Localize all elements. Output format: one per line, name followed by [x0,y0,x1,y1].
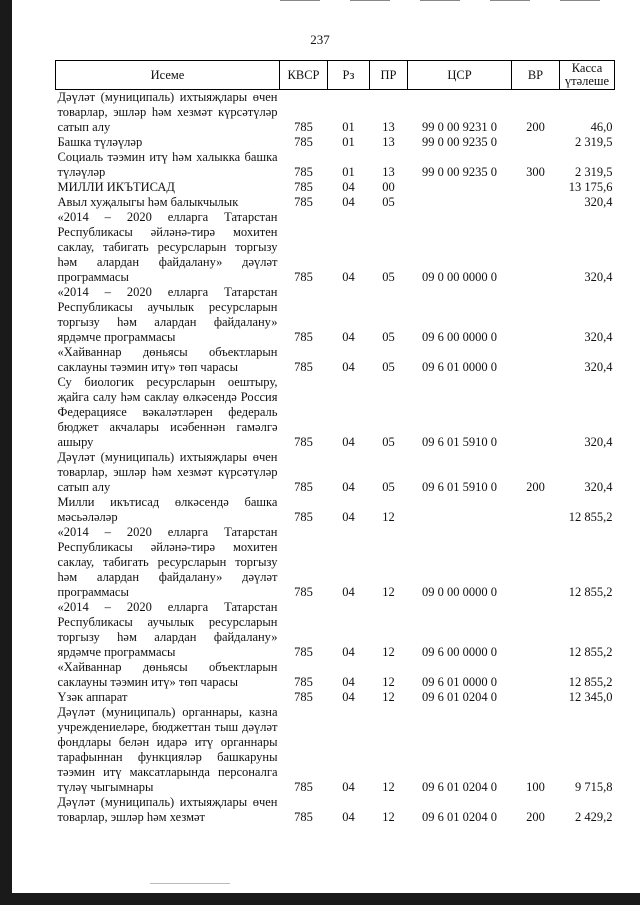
row-pr: 12 [382,510,395,524]
row-cash-amount: 13 175,6 [568,180,613,194]
row-csr [408,180,512,195]
header-kvsr: КВСР [280,61,328,90]
row-kvsr: 785 [294,195,313,209]
row-vr [512,285,560,345]
header-cash-line1: Касса [571,61,603,75]
row-rz: 04 [342,435,355,449]
table-row [56,180,615,195]
row-vr [512,525,560,600]
row-pr: 05 [382,195,395,209]
header-pr: ПР [370,61,408,90]
table-row [56,660,615,690]
row-csr: 09 6 00 0000 0 [422,330,497,344]
row-vr [512,195,560,210]
row-name: «Хайваннар дөньясы объектларын саклауны тәэмин итү» төп чарасы [57,660,278,689]
row-kvsr: 785 [294,330,313,344]
row-kvsr: 785 [294,135,313,149]
table-header [56,61,615,90]
row-pr: 12 [382,780,395,794]
row-kvsr: 785 [294,645,313,659]
row-kvsr: 785 [294,270,313,284]
row-kvsr: 785 [294,435,313,449]
row-kvsr: 785 [294,690,313,704]
row-pr: 05 [382,435,395,449]
row-pr: 12 [382,675,395,689]
row-vr [512,180,560,195]
row-csr: 09 0 00 0000 0 [422,585,497,599]
row-pr: 12 [382,690,395,704]
row-csr: 09 6 01 0204 0 [422,810,497,824]
row-rz: 04 [342,510,355,524]
row-kvsr: 785 [294,165,313,179]
row-csr: 09 6 01 0000 0 [422,360,497,374]
row-cash-amount: 12 855,2 [568,675,613,689]
table-row [56,525,615,600]
row-rz: 01 [342,120,355,134]
table-row [56,375,615,450]
table-row [56,135,615,150]
table-row [56,285,615,345]
row-vr [512,660,560,690]
row-kvsr: 785 [294,120,313,134]
row-cash-amount: 9 715,8 [575,780,613,794]
row-cash-amount: 320,4 [584,330,613,344]
table-row [56,705,615,795]
budget-table [55,60,615,825]
row-kvsr: 785 [294,360,313,374]
row-pr: 05 [382,480,395,494]
table-row [56,600,615,660]
row-rz: 04 [342,585,355,599]
row-vr [512,495,560,525]
row-csr: 09 6 00 0000 0 [422,645,497,659]
table-body [56,90,615,826]
header-cash-execution [560,61,615,90]
row-cash-amount: 46,0 [590,120,613,134]
row-rz: 04 [342,195,355,209]
row-pr: 13 [382,120,395,134]
table-row [56,495,615,525]
table-row [56,90,615,136]
table-row [56,450,615,495]
row-csr: 99 0 00 9235 0 [422,135,497,149]
row-cash-amount: 2 319,5 [575,135,613,149]
row-cash-amount: 320,4 [584,270,613,284]
row-vr [512,345,560,375]
row-name: Башка түләүләр [57,135,143,149]
header-cash-line2: үтәлеше [564,74,610,88]
row-cash-amount: 12 855,2 [568,510,613,524]
row-rz: 04 [342,645,355,659]
header-csr: ЦСР [408,61,512,90]
row-pr: 12 [382,810,395,824]
row-rz: 04 [342,780,355,794]
row-name: Дәүләт (муниципаль) ихтыяҗлары өчен товарлар, эшләр һәм хезмәт [57,795,278,824]
row-name: Авыл хуҗалыгы һәм балыкчылык [57,195,239,209]
row-rz: 01 [342,135,355,149]
row-csr: 09 6 01 5910 0 [422,435,497,449]
row-csr: 09 6 01 0204 0 [422,690,497,704]
row-kvsr: 785 [294,585,313,599]
row-name: Социаль тәэмин итү һәм халыкка башка түләүләр [57,150,278,179]
row-rz: 04 [342,360,355,374]
row-kvsr: 785 [294,180,313,194]
row-name: Дәүләт (муниципаль) ихтыяҗлары өчен товарлар, эшләр һәм хезмәт күрсәтүләр сатып алу [57,450,278,494]
row-vr [512,690,560,705]
scan-artifact-line [150,883,230,884]
row-kvsr: 785 [294,480,313,494]
row-kvsr: 785 [294,780,313,794]
row-cash-amount: 320,4 [584,435,613,449]
row-cash-amount: 320,4 [584,195,613,209]
table-row [56,690,615,705]
row-vr [512,600,560,660]
page-number: 237 [310,32,330,47]
row-pr: 12 [382,585,395,599]
row-vr: 200 [526,810,545,824]
row-csr: 99 0 00 9235 0 [422,165,497,179]
header-name: Исеме [56,61,280,90]
row-name: «2014 – 2020 елларга Татарстан Республикасы аучылык ресурсларын торгызу һәм алардан файдалану» ярдәмче программасы [57,285,278,344]
row-name: Дәүләт (муниципаль) ихтыяҗлары өчен товарлар, эшләр һәм хезмәт күрсәтүләр сатып алу [57,90,278,134]
row-name: Үзәк аппарат [57,690,128,704]
row-name: «2014 – 2020 елларга Татарстан Республикасы әйләнә-тирә мохитен саклау, табигать ресурсларын торгызу һәм алардан файдалану» дәүләт программасы [57,525,278,599]
row-vr: 300 [526,165,545,179]
row-kvsr: 785 [294,675,313,689]
row-name: «Хайваннар дөньясы объектларын саклауны тәэмин итү» төп чарасы [57,345,278,374]
scan-left-border [0,0,12,905]
row-rz: 04 [342,180,355,194]
table-row [56,795,615,825]
header-vr: ВР [512,61,560,90]
row-cash-amount: 12 855,2 [568,645,613,659]
row-rz: 04 [342,675,355,689]
row-rz: 04 [342,270,355,284]
row-pr: 13 [382,165,395,179]
header-rz: Рз [328,61,370,90]
row-cash-amount: 320,4 [584,360,613,374]
row-pr: 05 [382,270,395,284]
row-pr: 05 [382,360,395,374]
row-pr: 00 [382,180,395,194]
row-pr: 12 [382,645,395,659]
scan-top-marks [280,0,640,3]
row-vr [512,375,560,450]
row-csr: 09 0 00 0000 0 [422,270,497,284]
table-row [56,150,615,180]
row-csr: 09 6 01 5910 0 [422,480,497,494]
row-vr: 100 [526,780,545,794]
row-csr [408,495,512,525]
table-row [56,345,615,375]
row-cash-amount: 12 855,2 [568,585,613,599]
row-name: «2014 – 2020 елларга Татарстан Республикасы әйләнә-тирә мохитен саклау, табигать ресурсларын торгызу һәм алардан файдалану» дәүләт программасы [57,210,278,284]
row-cash-amount: 320,4 [584,480,613,494]
table-row [56,195,615,210]
row-vr [512,210,560,285]
row-cash-amount: 12 345,0 [568,690,613,704]
table-row [56,210,615,285]
row-cash-amount: 2 429,2 [575,810,613,824]
row-name: Су биологик ресурсларын оештыру, җайга салу һәм саклау өлкәсендә Россия Федерациясе вәкаләтләрен федераль бюджет акчалары исәбеннән гамәлгә ашыру [57,375,278,449]
row-kvsr: 785 [294,510,313,524]
row-pr: 05 [382,330,395,344]
row-name: Милли икътисад өлкәсендә башка мәсьәләләр [57,495,278,524]
row-kvsr: 785 [294,810,313,824]
scan-bottom-border [0,893,640,905]
row-rz: 04 [342,810,355,824]
row-cash-amount: 2 319,5 [575,165,613,179]
row-csr: 99 0 00 9231 0 [422,120,497,134]
row-csr: 09 6 01 0204 0 [422,780,497,794]
row-name: МИЛЛИ ИКЪТИСАД [57,180,175,194]
row-name: «2014 – 2020 елларга Татарстан Республикасы аучылык ресурсларын торгызу һәм алардан файдалану» ярдәмче программасы [57,600,278,659]
row-csr: 09 6 01 0000 0 [422,675,497,689]
row-name: Дәүләт (муниципаль) органнары, казна учреждениеләре, бюджеттан тыш дәүләт фондлары белән идарә итү органнары тарафыннан функцияләр башкаруны тәэмин итү максатларында персоналга түләү чыгымнары [57,705,278,794]
row-vr: 200 [526,480,545,494]
row-rz: 01 [342,165,355,179]
row-rz: 04 [342,480,355,494]
row-rz: 04 [342,330,355,344]
row-rz: 04 [342,690,355,704]
row-pr: 13 [382,135,395,149]
row-csr [408,195,512,210]
row-vr [512,135,560,150]
row-vr: 200 [526,120,545,134]
